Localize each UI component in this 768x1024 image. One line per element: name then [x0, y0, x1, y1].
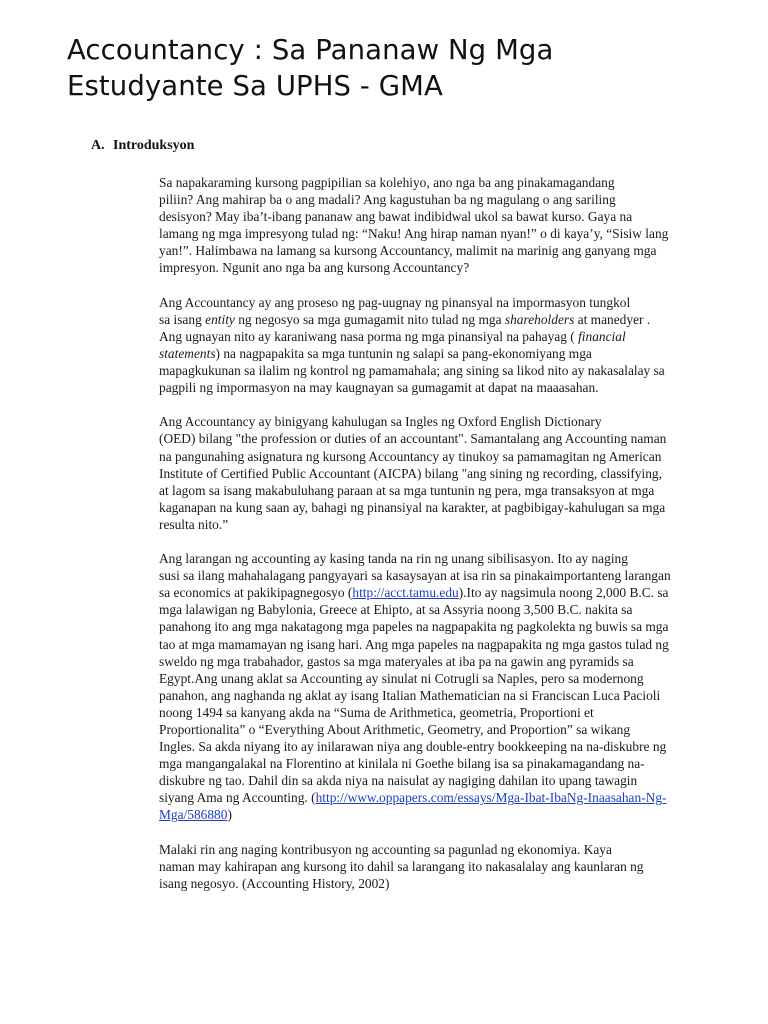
paragraph-line: Sa napakaraming kursong pagpipilian sa kolehiyo, ano nga ba ang pinakamagandang — [159, 175, 615, 190]
paragraph-line: susi sa ilang mahahalagang pangyayari sa kasaysayan at isa rin sa pinakaimportanteng larangan — [159, 568, 671, 584]
text-run: siyang Ama ng Accounting. ( — [159, 790, 316, 806]
paragraph-line: panahon, ang naghanda ng aklat ay isang Italian Mathematician na si Franciscan Luca Pacioli — [159, 687, 661, 703]
paragraph-line: tao at mga mamamayan ng isang hari. Ang mga papeles na nagpapakita ng mga gastos tulad ng — [159, 636, 669, 652]
paragraph-line: sweldo ng mga trabahador, gastos sa mga materyales at iba pa na gawin ang pyramids sa — [159, 653, 634, 669]
text-run: Ang ugnayan nito ay karaniwang nasa porma ng mga pinansiyal na pahayag ( — [159, 328, 579, 344]
title-line-2: Estudyante Sa UPHS - GMA — [67, 70, 443, 102]
paragraph-line: mapagkukunan sa ilalim ng kontrol ng pamamahala; ang sining sa likod nito ay nakasalalay sa — [159, 363, 665, 379]
acct-tamu-link[interactable]: http://acct.tamu.edu — [352, 585, 459, 601]
paragraph-line: na pangunahing asignatura ng kursong Accountancy ay tinukoy sa pamamagitan ng American — [159, 448, 662, 464]
paragraph-line: at lagom sa isang makabuluhang paraan at sa mga tuntunin ng pera, mga transaksyon at mga — [159, 482, 655, 498]
paragraph-line: (OED) bilang "the profession or duties of an accountant". Samantalang ang Accounting naman — [159, 431, 667, 447]
section-heading — [91, 138, 194, 154]
paragraph-line: desisyon? May iba’t-ibang pananaw ang bawat indibidwal ukol sa bawat kurso. Gaya na — [159, 209, 633, 225]
text-run: ).Ito ay nagsimula noong 2,000 B.C. sa — [458, 585, 669, 601]
paragraph-line: mga mangangalakal na Florentino at kinilala ni Goethe bilang isa sa pinakamagandang na- — [159, 756, 645, 772]
paragraph-line — [113, 311, 703, 328]
text-run: ) na nagpapakita sa mga tuntunin ng salapi sa pang-ekonomiyang mga — [215, 345, 592, 361]
paragraph-line: yan!”. Halimbawa na lamang sa kursong Accountancy, malimit na marinig ang ganyang mga — [159, 243, 657, 259]
paragraph-line: impresyon. Ngunit ano nga ba ang kursong Accountancy? — [159, 260, 470, 276]
paragraph-line: diskubre ng tao. Dahil din sa akda niya na naisulat ay nagiging dahilan ito upang tawagin — [159, 773, 638, 789]
paragraph-line: Ingles. Sa akda niyang ito ay inilarawan niya ang double-entry bookkeeping na na-diskubre ng — [159, 739, 667, 755]
text-run: sa economics at pakikipagnegosyo ( — [159, 585, 353, 601]
paragraph-line — [113, 806, 703, 823]
text-run: at manedyer . — [574, 311, 651, 327]
paragraph-4 — [113, 550, 703, 824]
section-heading-label: Introduksyon — [113, 138, 195, 153]
paragraph-line — [113, 584, 703, 601]
paragraph-line — [113, 345, 703, 362]
italic-term: financial — [578, 328, 626, 344]
paragraph-line — [113, 328, 703, 345]
italic-term: statements — [159, 345, 216, 361]
paragraph-line: isang negosyo. (Accounting History, 2002) — [159, 875, 390, 891]
paragraph-line: resulta nito.” — [159, 516, 229, 532]
paragraph-line: Ang Accountancy ay ang proseso ng pag-uugnay ng pinansyal na impormasyon tungkol — [159, 294, 631, 310]
paragraph-line: panahong ito ang mga nakatagong mga papeles na nagpapakita ng pagkolekta ng buwis sa mga — [159, 619, 669, 635]
paragraph-3 — [113, 413, 703, 533]
paragraph-5 — [113, 841, 703, 892]
paragraph-line: Egypt.Ang unang aklat sa Accounting ay sinulat ni Cotrugli sa Naples, pero sa modernong — [159, 670, 644, 686]
paragraph-line: noong 1494 sa kanyang akda na “Suma de Arithmetica, geometria, Proportioni et — [159, 704, 594, 720]
paragraph-line: naman may kahirapan ang kursong ito dahil sa larangang ito nakasalalay ang kaunlaran ng — [159, 858, 644, 874]
paragraph-line: kaganapan na kung saan ay, bahagi ng pinansiyal na karakter, at pagbibigay-kahulugan sa mga — [159, 499, 666, 515]
paragraph-line: Ang larangan ng accounting ay kasing tanda na rin ng unang sibilisasyon. Ito ay naging — [159, 551, 628, 567]
paragraph-line: lamang ng mga impresyong tulad ng: “Naku! Ang hirap naman nyan!” o di kaya’y, “Sisiw lang — [159, 226, 669, 242]
paragraph-line: pagpili ng impormasyon na may kaugnayan sa gumagamit at dapat na maaasahan. — [159, 380, 599, 396]
paragraph-line: Malaki rin ang naging kontribusyon ng accounting sa pagunlad ng ekonomiya. Kaya — [159, 841, 612, 857]
title-line-1: Accountancy : Sa Pananaw Ng Mga — [67, 34, 554, 66]
text-run: ) — [227, 807, 232, 823]
text-run: ng negosyo sa mga gumagamit nito tulad ng mga — [234, 311, 505, 327]
paragraph-line: Institute of Certified Public Accountant (AICPA) bilang "ang sining ng recording, classifying, — [159, 465, 662, 481]
oppapers-link-continued[interactable]: Mga/586880 — [159, 807, 228, 823]
document-title — [67, 32, 757, 104]
paragraph-line: piliin? Ang mahirap ba o ang madali? Ang kagustuhan ba ng magulang o ang sariling — [159, 192, 616, 208]
text-run: sa isang — [159, 311, 206, 327]
oppapers-link[interactable]: http://www.oppapers.com/essays/Mga-Ibat-IbaNg-Inaasahan-Ng- — [315, 790, 667, 806]
italic-term: shareholders — [504, 311, 575, 327]
paragraph-line: mga lalawigan ng Babylonia, Greece at Ehipto, at sa Assyria noong 3,500 B.C. nakita sa — [159, 602, 633, 618]
paragraph-line: Ang Accountancy ay binigyang kahulugan sa Ingles ng Oxford English Dictionary — [159, 414, 602, 430]
paragraph-line: Proportionalita” o “Everything About Arithmetic, Geometry, and Proportion” sa wikang — [159, 722, 631, 737]
italic-term: entity — [205, 311, 235, 327]
paragraph-1 — [113, 174, 703, 277]
paragraph-2 — [113, 294, 703, 397]
paragraph-line — [113, 789, 703, 806]
document-body — [113, 174, 703, 909]
section-number: A. — [91, 138, 105, 153]
